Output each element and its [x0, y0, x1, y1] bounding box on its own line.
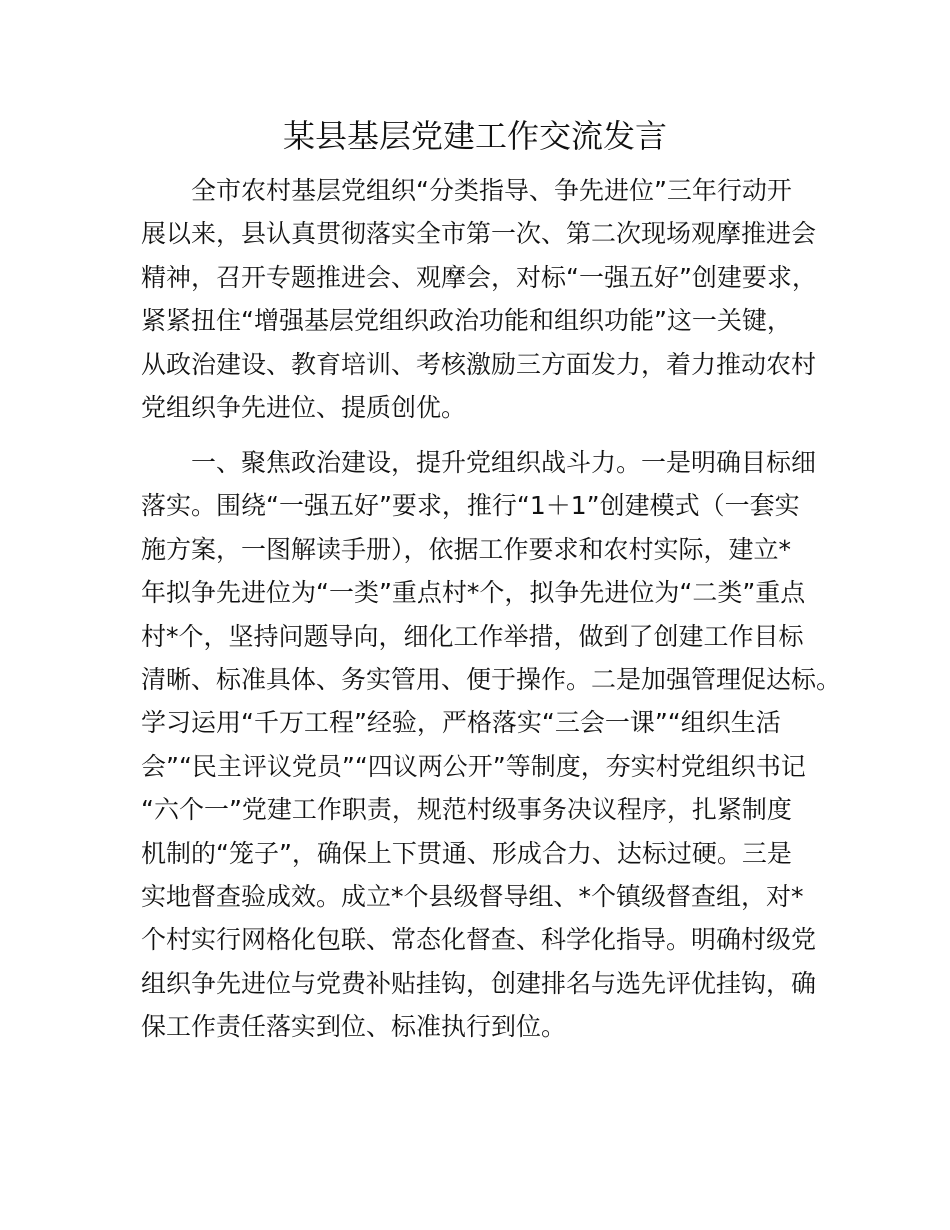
paragraph-2-line-12: 个村实行网格化包联、常态化督查、科学化指导。明确村级党: [141, 925, 817, 954]
paragraph-2-line-10: 机制的“笼子”，确保上下贯通、形成合力、达标过硬。三是: [141, 839, 792, 868]
paragraph-2-line-8: 会”“民主评议党员”“四议两公开”等制度，夯实村党组织书记: [141, 752, 806, 781]
paragraph-2-line-6: 清晰、标准具体、务实管用、便于操作。二是加强管理促达标。: [141, 665, 842, 694]
paragraph-2-line-7: 学习运用“千万工程”经验，严格落实“三会一课”“组织生活: [141, 708, 781, 737]
paragraph-2-line-2: 落实。围绕“一强五好”要求，推行“1＋1”创建模式（一套实: [141, 491, 800, 520]
paragraph-1-line-4: 紧紧扭住“增强基层党组织政治功能和组织功能”这一关键，: [141, 306, 792, 335]
paragraph-2-line-3: 施方案，一图解读手册），依据工作要求和农村实际，建立*: [141, 535, 792, 564]
paragraph-2-line-13: 组织争先进位与党费补贴挂钩，创建排名与选先评优挂钩，确: [141, 969, 817, 998]
paragraph-1-line-5: 从政治建设、教育培训、考核激励三方面发力，着力推动农村: [141, 350, 817, 379]
paragraph-1-line-6: 党组织争先进位、提质创优。: [141, 393, 467, 422]
paragraph-1-line-2: 展以来，县认真贯彻落实全市第一次、第二次现场观摩推进会: [141, 219, 817, 248]
paragraph-2-line-4: 年拟争先进位为“一类”重点村*个，拟争先进位为“二类”重点: [141, 578, 806, 607]
paragraph-2-line-5: 村*个，坚持问题导向，细化工作举措，做到了创建工作目标: [141, 622, 804, 651]
paragraph-2-line-11: 实地督查验成效。成立*个县级督导组、*个镇级督查组，对*: [141, 882, 804, 911]
paragraph-1-line-3: 精神，召开专题推进会、观摩会，对标“一强五好”创建要求，: [141, 263, 817, 292]
paragraph-1-line-1: 全市农村基层党组织“分类指导、争先进位”三年行动开: [191, 176, 792, 205]
paragraph-2-line-1: 一、聚焦政治建设，提升党组织战斗力。一是明确目标细: [191, 448, 817, 477]
paragraph-2-line-9: “六个一”党建工作职责，规范村级事务决议程序，扎紧制度: [141, 795, 792, 824]
document-title: 某县基层党建工作交流发言: [282, 117, 667, 155]
paragraph-2-line-14: 保工作责任落实到位、标准执行到位。: [141, 1012, 567, 1041]
